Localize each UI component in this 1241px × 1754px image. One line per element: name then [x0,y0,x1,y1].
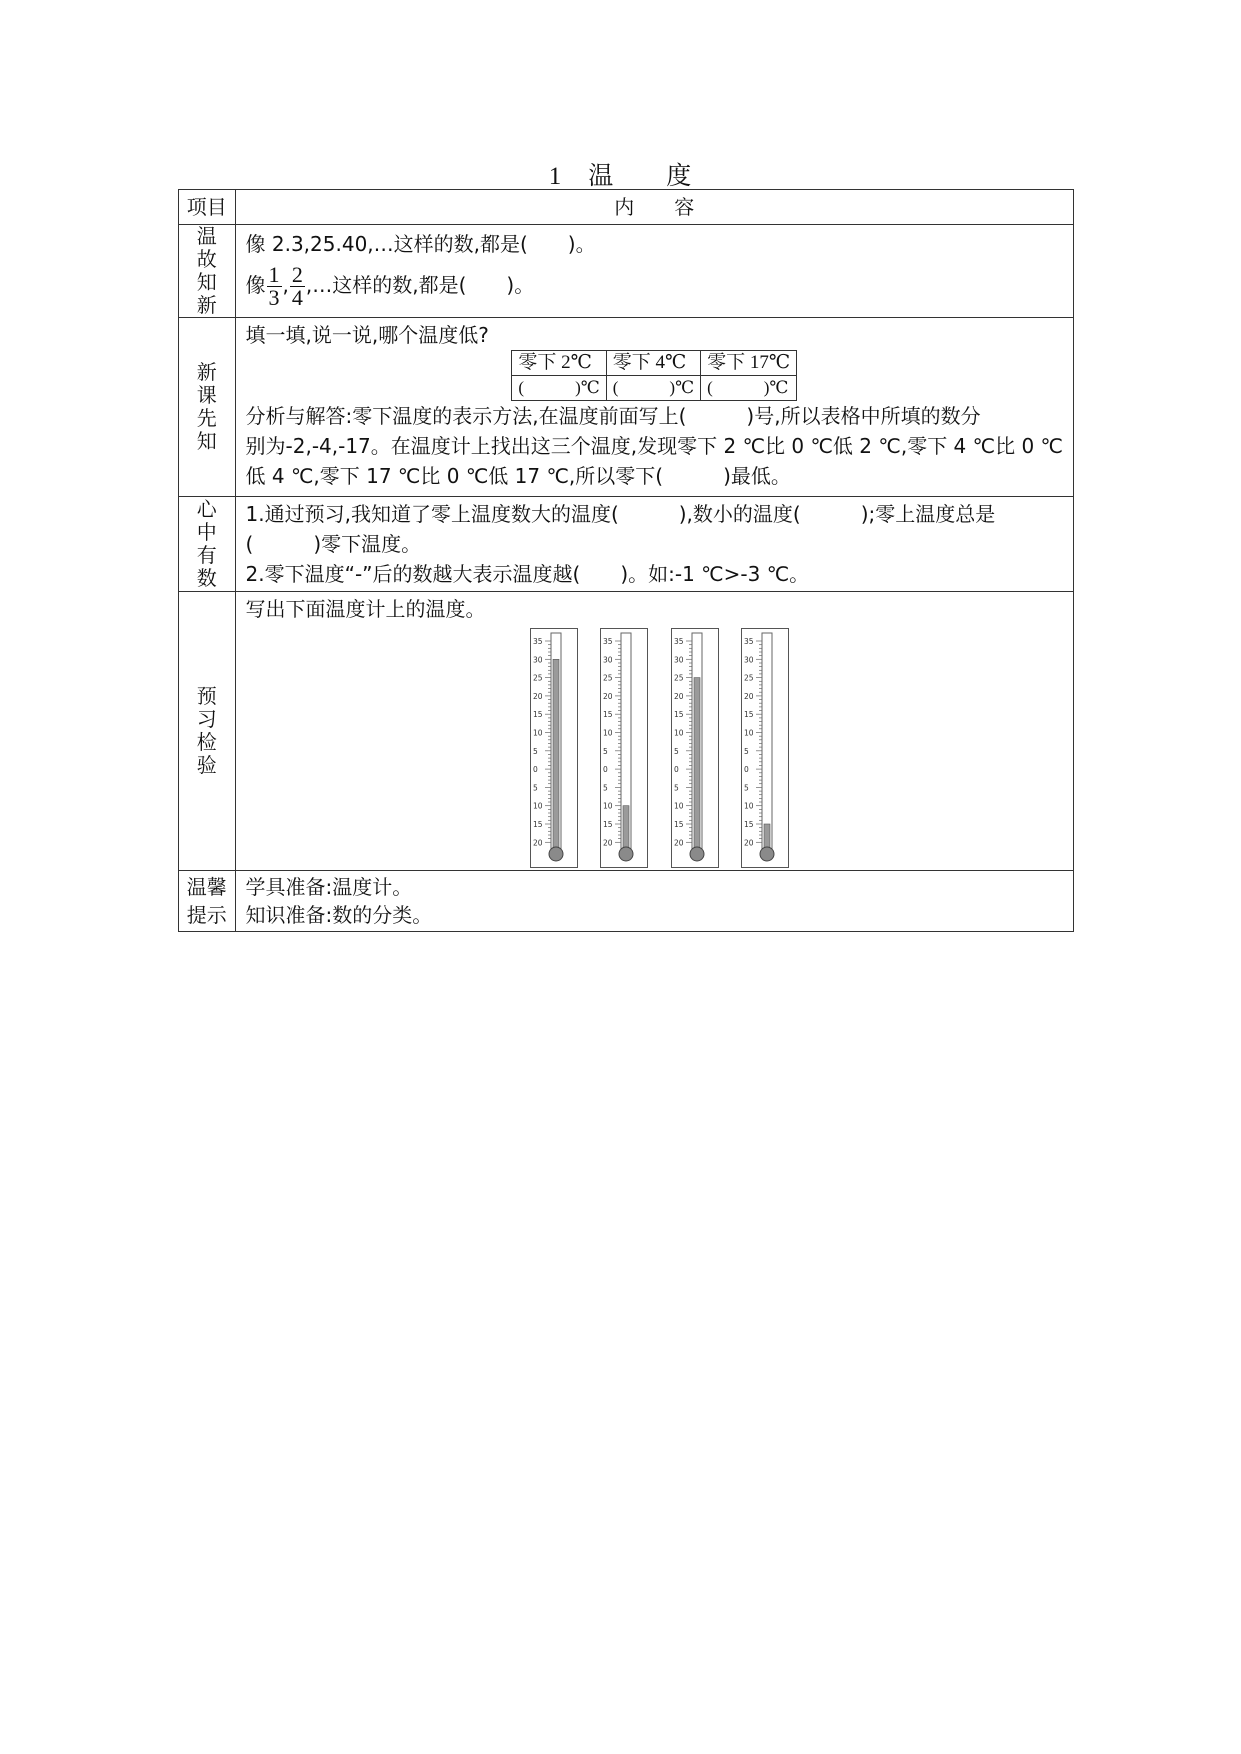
scale-label: 10 [673,801,684,811]
scale-label: 5 [602,746,608,756]
thermometer-svg [672,629,718,867]
check-prompt: 写出下面温度计上的温度。 [245,597,486,621]
scale-label: 30 [532,655,543,665]
label-char: 检 [196,730,217,754]
newlesson-content [235,318,1073,497]
scale-label: 5 [532,746,538,756]
scale-label: 0 [673,765,679,775]
scale-label: 0 [743,765,749,775]
check-label [179,592,236,871]
mercury-column [694,678,700,851]
answer-row [512,376,797,401]
scale-label: 15 [602,710,613,720]
mind-line-1: 1.通过预习,我知道了零上温度数大的温度( ),数小的温度( );零上温度总是 [245,502,996,526]
review-label [179,225,236,318]
scale-label: 10 [673,728,684,738]
label-char: 新 [196,360,217,384]
review-line-2 [246,261,1063,309]
scale-label: 10 [602,728,613,738]
review-content [235,225,1073,318]
thermometer-svg [531,629,577,867]
preview-sheet-table [178,189,1074,932]
fraction-separator: , [282,273,289,297]
scale-label: 15 [743,710,754,720]
fraction-two-quarters [290,264,305,309]
scale-label: 20 [532,691,543,701]
page-title: 1 温 度 [548,163,693,190]
scale-label: 30 [602,655,613,665]
thermometer-bulb [549,847,563,861]
scale-label: 5 [532,783,538,793]
fraction-denominator: 4 [291,285,303,310]
scale-label: 15 [673,710,684,720]
scale-label: 0 [532,765,538,775]
label-char: 知 [196,429,217,453]
label-char: 课 [196,383,217,407]
analysis-line-1: 分析与解答:零下温度的表示方法,在温度前面写上( )号,所以表格中所填的数分 [245,404,981,428]
label-char: 提示 [186,903,227,927]
answer-blank[interactable]: ( )℃ [512,376,606,401]
tips-line-2: 知识准备:数的分类。 [245,903,433,927]
check-content [235,592,1073,871]
scale-label: 5 [602,783,608,793]
check-row [179,592,1074,871]
scale-label: 15 [602,820,613,829]
thermometer-bulb [760,847,774,861]
scale-label: 25 [743,673,754,683]
answer-blank[interactable]: ( )℃ [701,376,797,401]
label-char: 验 [196,753,217,777]
scale-label: 35 [602,637,613,646]
newlesson-label [179,318,236,497]
scale-label: 0 [602,765,608,775]
label-char: 温馨 [186,875,227,899]
scale-label: 5 [743,746,749,756]
thermometer-svg [742,629,788,867]
label-char: 知 [196,270,217,294]
newlesson-row [179,318,1074,497]
label-char: 有 [196,543,217,567]
label-char: 故 [196,247,217,271]
scale-label: 25 [532,673,543,683]
mind-label [179,497,236,592]
scale-label: 20 [673,838,684,848]
scale-label: 15 [532,710,543,720]
temp-cell: 零下 17℃ [701,351,797,376]
scale-label: 25 [673,673,684,683]
scale-label: 5 [673,746,679,756]
label-char: 预 [196,684,217,708]
mercury-column [553,659,559,851]
scale-label: 5 [743,783,749,793]
scale-label: 20 [743,691,754,701]
review-line-2-prefix: 像 [245,273,266,297]
thermometer-group [246,624,1063,868]
scale-label: 20 [743,838,754,848]
scale-label: 15 [673,820,684,829]
label-char: 先 [196,406,217,430]
scale-label: 10 [532,801,543,811]
fraction-numerator: 2 [291,262,303,287]
scale-label: 15 [532,820,543,829]
scale-label: 10 [602,801,613,811]
fraction-denominator: 3 [268,285,280,310]
scale-label: 10 [743,801,754,811]
label-char: 数 [196,566,217,590]
tips-line-1: 学具准备:温度计。 [245,875,413,899]
tips-content [235,871,1073,932]
header-item: 项目 [179,190,236,225]
thermometer [741,628,789,868]
scale-label: 5 [673,783,679,793]
scale-label: 35 [673,637,684,646]
thermometer [600,628,648,868]
analysis-line-2: 别为-2,-4,-17。在温度计上找出这三个温度,发现零下 2 ℃比 0 ℃低 2 ℃,零下 4 ℃比 0 ℃ [245,434,1063,458]
fraction-one-third [267,264,282,309]
mind-row [179,497,1074,592]
scale-label: 20 [532,838,543,848]
scale-label: 30 [743,655,754,665]
review-row [179,225,1074,318]
scale-label: 15 [743,820,754,829]
label-char: 中 [196,520,217,544]
review-line-2-suffix: ,…这样的数,都是( )。 [305,273,535,297]
scale-label: 20 [673,691,684,701]
answer-blank[interactable]: ( )℃ [606,376,700,401]
analysis-line-3: 低 4 ℃,零下 17 ℃比 0 ℃低 17 ℃,所以零下( )最低。 [245,464,791,488]
scale-label: 35 [532,637,543,646]
header-content: 内 容 [235,190,1073,225]
temp-cell: 零下 2℃ [512,351,606,376]
scale-label: 25 [602,673,613,683]
thermometer [671,628,719,868]
mind-content [235,497,1073,592]
newlesson-prompt: 填一填,说一说,哪个温度低? [245,323,489,347]
scale-label: 10 [532,728,543,738]
scale-label: 10 [743,728,754,738]
label-char: 新 [196,293,217,317]
mind-line-2: ( )零下温度。 [245,532,422,556]
scale-label: 35 [743,637,754,646]
label-char: 心 [196,497,217,521]
mind-line-3: 2.零下温度“-”后的数越大表示温度越( )。如:-1 ℃>-3 ℃。 [245,562,810,586]
label-char: 温 [196,224,217,248]
review-line-1: 像 2.3,25.40,…这样的数,都是( )。 [245,232,596,256]
thermometer [530,628,578,868]
temperature-table [511,350,797,401]
temp-cell: 零下 4℃ [606,351,700,376]
thermometer-bulb [619,847,633,861]
label-char: 习 [196,707,217,731]
mercury-column [623,806,629,851]
fraction-numerator: 1 [268,262,280,287]
thermometer-svg [601,629,647,867]
temperature-row [512,351,797,376]
scale-label: 20 [602,691,613,701]
header-row [179,190,1074,225]
tips-label [179,871,236,932]
scale-label: 30 [673,655,684,665]
tips-row [179,871,1074,932]
scale-label: 20 [602,838,613,848]
thermometer-bulb [690,847,704,861]
thermometer-tube [762,633,772,849]
